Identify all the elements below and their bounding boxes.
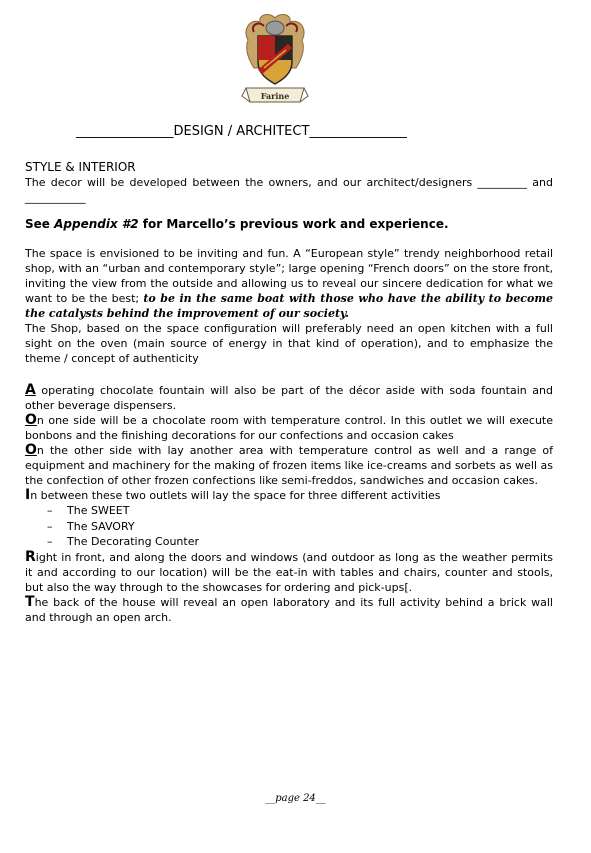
drop-initial: O [25, 412, 37, 428]
drop-initial: T [25, 593, 35, 610]
drop-initial: O [25, 442, 37, 458]
appendix-link: Appendix #2 [54, 217, 139, 231]
crest-emblem-icon [240, 10, 310, 105]
paragraph-text: n one side will be a chocolate room with temperature control. In this outlet we will execute bonbons and the finishing decorations for our confections and occasion cakes [25, 414, 553, 442]
paragraph-text: operating chocolate fountain will also be part of the décor aside with soda fountain and other beverage dispensers. [25, 384, 553, 412]
paragraph-text: ight in front, and along the doors and windows (and outdoor as long as the weather permits it and according to our location) will be the eat-in with tables and chairs, counter and stools, but also the way through to the showcases for ordering and pick-ups[. [25, 550, 553, 594]
paragraph-text: n the other side with lay another area with temperature control as well and a range of equipment and machinery for the making of frozen items like ice-creams and sorbets as well as the confection of other frozen confections like semi-freddos, sandwiches and occasion cakes. [25, 444, 553, 487]
paragraph-space-vision [25, 246, 553, 321]
appendix-pre: See [25, 217, 55, 231]
paragraph-chocolate-room [25, 413, 553, 443]
list-item: – The SWEET [47, 503, 553, 519]
paragraph-text: he back of the house will reveal an open laboratory and its full activity behind a brick wall and through an open arch. [25, 595, 553, 624]
paragraph-chocolate-fountain [25, 383, 553, 413]
drop-initial: A [25, 382, 36, 398]
paragraph-text: The space is envisioned to be inviting and fun. A “European style” trendy neighborhood retail shop, with an “urban and contemporary style”; large opening “French doors” on the store front, inviting the view from the outside and allowing us to reveal our sincere dedication for what we want to be the best; [25, 247, 553, 305]
crest-logo [240, 10, 310, 105]
section-heading: _______________DESIGN / ARCHITECT_______________ [76, 124, 407, 139]
style-interior-title: STYLE & INTERIOR [25, 160, 136, 174]
paragraph-text: n between these two outlets will lay the space for three different activities [30, 489, 441, 502]
paragraph-emphasis: to be in the same boat with those who have the ability to become the catalysts behind the improvement of our society. [25, 292, 553, 320]
paragraph-frozen-area [25, 443, 553, 488]
paragraph-laboratory [25, 595, 553, 625]
activities-list [25, 503, 553, 550]
drop-initial: R [25, 548, 36, 565]
paragraph-open-kitchen: The Shop, based on the space configuration will preferably need an open kitchen with a full sight on the oven (main source of energy in that kind of operation), and to emphasize the theme / concept of authenticity [25, 322, 553, 365]
list-item: – The SAVORY [47, 519, 553, 535]
paragraph-activities-intro [25, 488, 553, 503]
appendix-note [25, 217, 553, 232]
drop-initial: I [25, 487, 31, 503]
list-item: – The Decorating Counter [47, 534, 553, 550]
style-interior-intro: The decor will be developed between the owners, and our architect/designers _________ and ___________ [25, 176, 553, 204]
document-body [25, 160, 553, 625]
page-number: __page 24__ [265, 793, 326, 804]
appendix-post: for Marcello’s previous work and experience. [138, 217, 449, 231]
logo-banner-text: Farine [260, 91, 290, 101]
paragraph-eat-in [25, 550, 553, 595]
